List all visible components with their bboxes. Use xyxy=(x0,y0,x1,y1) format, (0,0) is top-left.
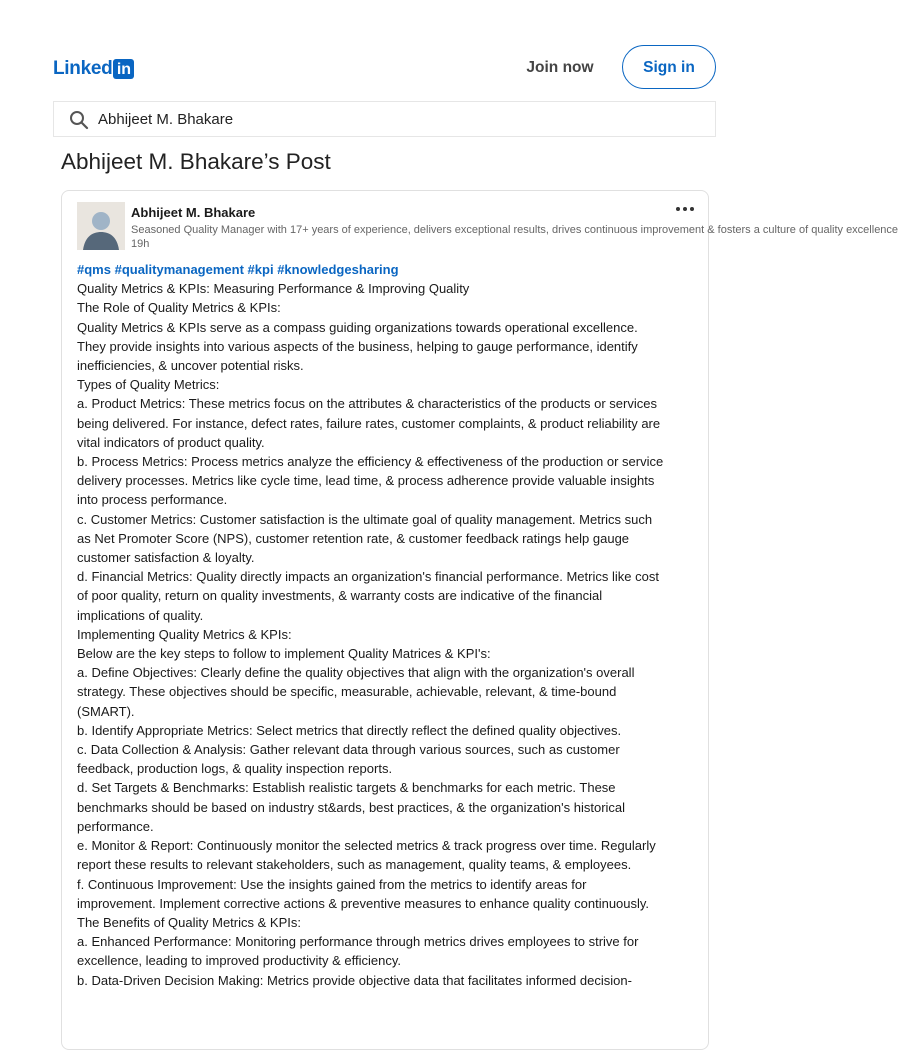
linkedin-logo[interactable] xyxy=(53,58,134,80)
post-text-line: benchmarks should be based on industry st&ards, best practices, & the organization's historical xyxy=(77,799,626,815)
post-card xyxy=(61,190,898,1050)
person-silhouette-icon xyxy=(77,202,125,250)
author-name[interactable]: Abhijeet M. Bhakare xyxy=(131,205,256,220)
post-text-line: The Role of Quality Metrics & KPIs: xyxy=(77,300,281,316)
post-text-line: being delivered. For instance, defect rates, failure rates, customer complaints, & product reliability are xyxy=(77,415,661,431)
post-timestamp: 19h xyxy=(131,238,150,250)
hashtag-link[interactable]: #qms xyxy=(77,262,111,277)
post-text-line: b. Process Metrics: Process metrics analyze the efficiency & effectiveness of the production or service xyxy=(77,454,664,470)
hashtag-link[interactable]: #knowledgesharing xyxy=(277,262,399,277)
post-text-line: as Net Promoter Score (NPS), customer retention rate, & customer feedback ratings help gauge xyxy=(77,530,630,546)
post-text-line: c. Data Collection & Analysis: Gather relevant data through various sources, such as customer xyxy=(77,742,620,758)
post-text-line: of poor quality, return on quality investments, & warranty costs are indicative of the financial xyxy=(77,588,603,604)
post-text-line: improvement. Implement corrective actions & preventive measures to enhance quality continuously. xyxy=(77,895,650,911)
post-body xyxy=(77,260,695,990)
post-text-line: They provide insights into various aspects of the business, helping to gauge performance, identify xyxy=(77,338,638,354)
post-text-line: Implementing Quality Metrics & KPIs: xyxy=(77,626,292,642)
post-text-line: a. Product Metrics: These metrics focus on the attributes & characteristics of the products or services xyxy=(77,396,657,412)
post-text-line: inefficiencies, & uncover potential risks. xyxy=(77,358,304,374)
search-icon xyxy=(69,110,89,130)
post-text-line: report these results to relevant stakeholders, such as management, quality teams, & employees. xyxy=(77,857,632,873)
logo-wordmark: Linked xyxy=(53,58,113,79)
avatar[interactable] xyxy=(77,202,125,250)
post-text-line: vital indicators of product quality. xyxy=(77,434,265,450)
post-text-line: customer satisfaction & loyalty. xyxy=(77,550,255,566)
hashtag-link[interactable]: #kpi xyxy=(247,262,274,277)
post-text-line: b. Data-Driven Decision Making: Metrics provide objective data that facilitates informed decision- xyxy=(77,972,632,988)
hashtag-link[interactable]: #qualitymanagement xyxy=(114,262,244,277)
post-text-line: Below are the key steps to follow to implement Quality Matrices & KPI's: xyxy=(77,646,491,662)
post-text-line: strategy. These objectives should be specific, measurable, achievable, relevant, & time-bound xyxy=(77,684,617,700)
ellipsis-icon-dot xyxy=(683,207,687,211)
post-text-line: performance. xyxy=(77,818,154,834)
join-now-link[interactable]: Join now xyxy=(526,59,594,76)
author-headline: Seasoned Quality Manager with 17+ years of experience, delivers exceptional results, drives continuous improvement & fosters a culture of quality excellence xyxy=(131,224,898,236)
more-options-button[interactable] xyxy=(672,200,698,218)
post-text-line: Types of Quality Metrics: xyxy=(77,377,220,393)
sign-in-button[interactable]: Sign in xyxy=(622,45,716,89)
post-text-line: e. Monitor & Report: Continuously monitor the selected metrics & track progress over time. Regularly xyxy=(77,838,656,854)
post-text-line: Quality Metrics & KPIs: Measuring Performance & Improving Quality xyxy=(77,281,470,297)
post-text-line: f. Continuous Improvement: Use the insights gained from the metrics to identify areas for xyxy=(77,876,587,892)
post-text-line: implications of quality. xyxy=(77,607,204,623)
post-text-line: delivery processes. Metrics like cycle time, lead time, & process adherence provide valuable insights xyxy=(77,473,655,489)
post-text-line: The Benefits of Quality Metrics & KPIs: xyxy=(77,914,301,930)
post-text-line: c. Customer Metrics: Customer satisfaction is the ultimate goal of quality management. Metrics such xyxy=(77,511,653,527)
post-text-line: excellence, leading to improved productivity & efficiency. xyxy=(77,953,401,969)
ellipsis-icon xyxy=(676,207,680,211)
logo-in-box: in xyxy=(113,59,134,79)
search-bar xyxy=(53,101,716,137)
ellipsis-icon-dot xyxy=(690,207,694,211)
post-text-line: d. Financial Metrics: Quality directly impacts an organization's financial performance. Metrics like cost xyxy=(77,569,659,585)
post-text-line: Quality Metrics & KPIs serve as a compass guiding organizations towards operational excellence. xyxy=(77,319,638,335)
post-text-line: into process performance. xyxy=(77,492,228,508)
page-title: Abhijeet M. Bhakare’s Post xyxy=(61,149,331,174)
search-input[interactable] xyxy=(98,102,698,136)
post-text-line: a. Define Objectives: Clearly define the quality objectives that align with the organization's overall xyxy=(77,665,635,681)
post-text-line: b. Identify Appropriate Metrics: Select metrics that directly reflect the defined quality objectives. xyxy=(77,722,622,738)
post-text-line: d. Set Targets & Benchmarks: Establish realistic targets & benchmarks for each metric. These xyxy=(77,780,616,796)
top-header xyxy=(0,0,768,100)
post-text-line: a. Enhanced Performance: Monitoring performance through metrics drives employees to strive for xyxy=(77,934,639,950)
post-text-line: feedback, production logs, & quality inspection reports. xyxy=(77,761,393,777)
post-text-line: (SMART). xyxy=(77,703,135,719)
hashtag-line xyxy=(77,260,695,279)
